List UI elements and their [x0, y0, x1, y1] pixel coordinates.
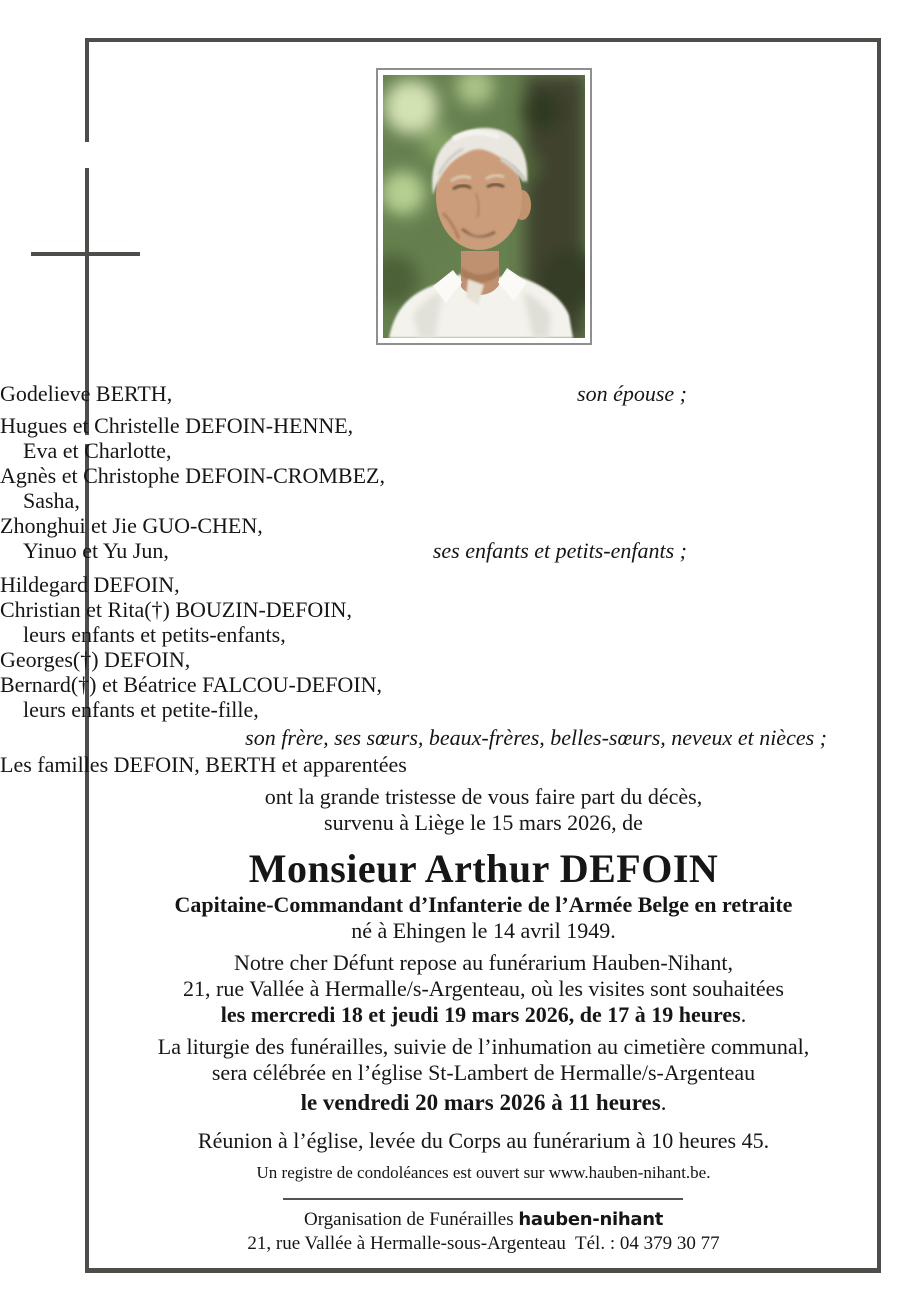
relation-spouse-label: son épouse ; [577, 381, 687, 406]
visitation-dates-bold: les mercredi 18 et jeudi 19 mars 2026, de 17 à 19 heures [220, 1002, 741, 1027]
family-member-line: Agnès et Christophe DEFOIN-CROMBEZ, [0, 463, 385, 488]
footer-organisation-line [140, 1208, 827, 1232]
funeral-date-bold: le vendredi 20 mars 2026 à 11 heures [300, 1090, 661, 1115]
family-member-line: Les familles DEFOIN, BERTH et apparentées [0, 752, 407, 777]
relation-siblings-label: son frère, ses sœurs, beaux-frères, belles-sœurs, neveux et nièces ; [245, 725, 827, 750]
card-border-bottom [85, 1268, 881, 1273]
crop-cross-mark [31, 252, 140, 256]
condolences-register-line: Un registre de condoléances est ouvert sur www.hauben-nihant.be. [256, 1163, 711, 1182]
family-member-line: Godelieve BERTH, [0, 381, 173, 406]
funeral-line-1: La liturgie des funérailles, suivie de l’inhumation au cimetière communal, [157, 1034, 810, 1059]
organisation-prefix: Organisation de Funérailles [303, 1209, 519, 1230]
visitation-line-1: Notre cher Défunt repose au funérarium Hauben-Nihant, [233, 950, 734, 975]
visitation-dates-line [140, 1002, 827, 1028]
family-member-line: Yinuo et Yu Jun, [23, 538, 169, 563]
visitation-dates-period: . [740, 1002, 747, 1027]
portrait-photo [376, 68, 592, 345]
family-group-families [0, 752, 687, 777]
funeral-date-period: . [660, 1090, 667, 1115]
deceased-name: Monsieur Arthur DEFOIN [248, 846, 719, 891]
relation-children-label: ses enfants et petits-enfants ; [432, 538, 687, 563]
family-group-spouse [0, 381, 687, 406]
family-member-line: leurs enfants et petits-enfants, [23, 622, 286, 647]
family-group-children [0, 413, 687, 563]
announcement-line-2: survenu à Liège le 15 mars 2026, de [324, 810, 643, 835]
family-member-line: Zhonghui et Jie GUO-CHEN, [0, 513, 263, 538]
deceased-birth-line: né à Ehingen le 14 avril 1949. [351, 918, 616, 943]
deceased-military-title: Capitaine-Commandant d’Infanterie de l’Armée Belge en retraite [174, 892, 793, 917]
family-member-line: Christian et Rita(†) BOUZIN-DEFOIN, [0, 597, 352, 622]
portrait-photo-art [383, 75, 585, 338]
funeral-text [140, 1034, 827, 1086]
visitation-line-2: 21, rue Vallée à Hermalle/s-Argenteau, où les visites sont souhaitées [183, 976, 784, 1001]
footer-divider [283, 1198, 683, 1200]
card-border-top [85, 38, 880, 42]
family-member-line: Sasha, [23, 488, 80, 513]
funeral-date-line [140, 1090, 827, 1116]
family-member-line: Bernard(†) et Béatrice FALCOU-DEFOIN, [0, 672, 383, 697]
family-member-line: Hildegard DEFOIN, [0, 572, 180, 597]
family-member-line: leurs enfants et petite-fille, [23, 697, 259, 722]
family-member-line: Eva et Charlotte, [23, 438, 172, 463]
family-member-line: Georges(†) DEFOIN, [0, 647, 191, 672]
family-member-line: Hugues et Christelle DEFOIN-HENNE, [0, 413, 354, 438]
family-group-siblings [0, 572, 687, 722]
visitation-text [140, 950, 827, 1028]
card-border-right [877, 38, 881, 1273]
hauben-nihant-logo: hauben-nihant [518, 1209, 664, 1230]
announcement-text [140, 784, 827, 836]
announcement-line-1: ont la grande tristesse de vous faire part du décès, [264, 784, 703, 809]
footer-address-line: 21, rue Vallée à Hermalle-sous-Argenteau Tél. : 04 379 30 77 [247, 1233, 720, 1254]
funeral-meeting-line: Réunion à l’église, levée du Corps au funérarium à 10 heures 45. [197, 1128, 770, 1153]
funeral-line-2: sera célébrée en l’église St-Lambert de Hermalle/s-Argenteau [211, 1060, 756, 1085]
card-border-left-segment-3 [85, 444, 89, 1268]
card-border-left-segment-1 [85, 38, 89, 142]
